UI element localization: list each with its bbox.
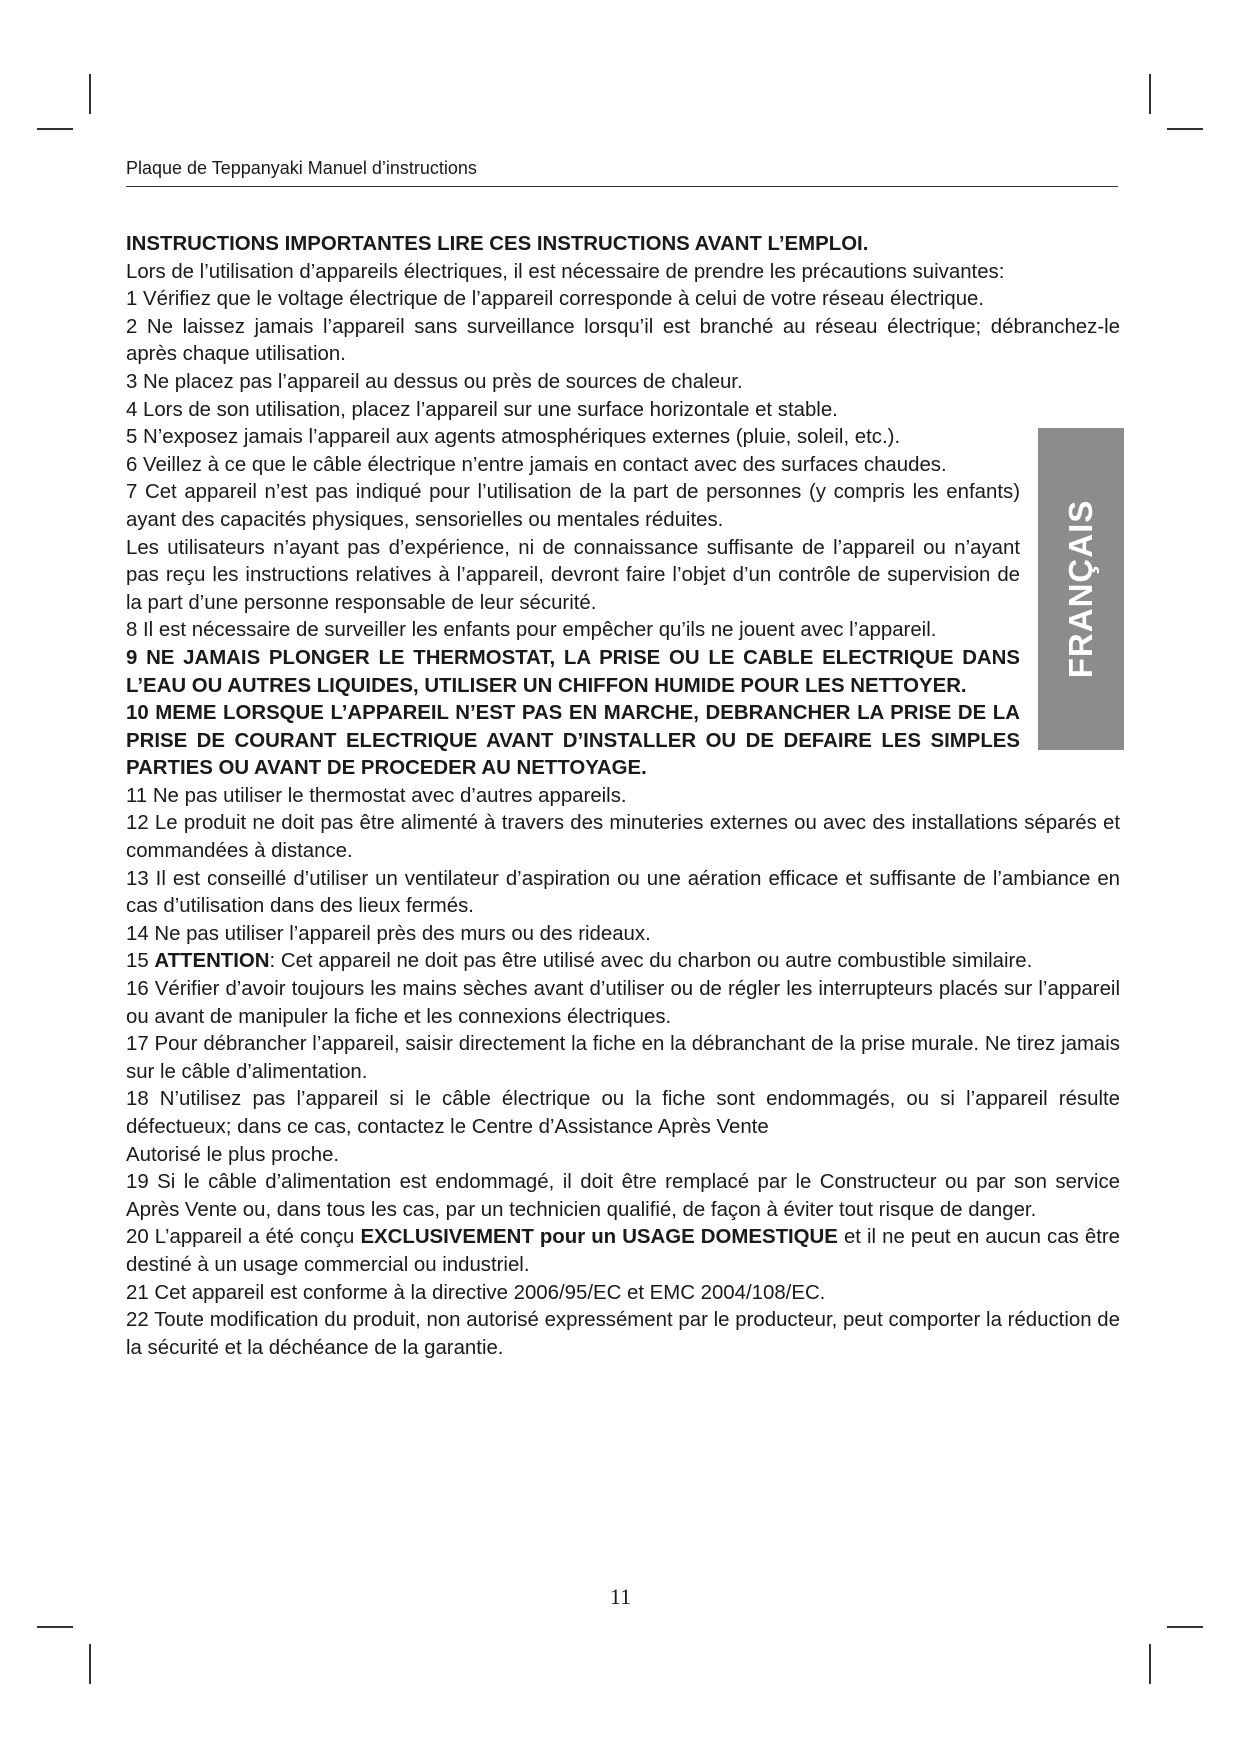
instruction-item-12: 12 Le produit ne doit pas être alimenté à travers des minuteries externes ou avec des installations séparés et commandées à distance. — [126, 812, 1120, 863]
language-label: FRANÇAIS — [1062, 499, 1099, 679]
instruction-item-1: 1 Vérifiez que le voltage électrique de l’appareil corresponde à celui de votre réseau électrique. — [126, 288, 985, 311]
instruction-item-7-supervision: Les utilisateurs n’ayant pas d’expérience, ni de connaissance suffisante de l’appareil ou n’ayant pas reçu les instructions relatives à l’appareil, devront faire l’objet d’un contrôle de supervision de la part d’une personne responsable de leur sécurité. — [126, 536, 1020, 614]
instruction-item-18-continued: Autorisé le plus proche. — [126, 1143, 340, 1166]
item-15-attention: ATTENTION — [154, 950, 270, 973]
instruction-item-16: 16 Vérifier d’avoir toujours les mains sèches avant d’utiliser ou de régler les interrupteurs placés sur l’appareil ou avant de manipuler la fiche et les connexions électriques. — [126, 978, 1120, 1028]
instruction-item-15 — [126, 948, 1120, 976]
item-15-text: : Cet appareil ne doit pas être utilisé avec du charbon ou autre combustible similaire. — [269, 950, 1033, 973]
crop-mark-top-left-horizontal — [37, 128, 73, 130]
instruction-item-19: 19 Si le câble d’alimentation est endommagé, il doit être remplacé par le Constructeur ou par son service Après Vente ou, dans tous les cas, par un technicien qualifié, de façon à éviter tout risque de danger. — [126, 1171, 1120, 1221]
instruction-item-18: 18 N’utilisez pas l’appareil si le câble électrique ou la fiche sont endommagés, ou si l’appareil résulte défectueux; dans ce cas, contactez le Centre d’Assistance Après Vente — [126, 1088, 1120, 1138]
instruction-item-4: 4 Lors de son utilisation, placez l’appareil sur une surface horizontale et stable. — [126, 398, 838, 421]
instruction-item-9: 9 NE JAMAIS PLONGER LE THERMOSTAT, LA PRISE OU LE CABLE ELECTRIQUE DANS L’EAU OU AUTRES LIQUIDES, UTILISER UN CHIFFON HUMIDE POUR LES NETTOYER. — [126, 646, 1020, 697]
instruction-item-10: 10 MEME LORSQUE L’APPAREIL N’EST PAS EN MARCHE, DEBRANCHER LA PRISE DE LA PRISE DE COURANT ELECTRIQUE AVANT D’INSTALLER OU DE DEFAIRE LES SIMPLES PARTIES OU AVANT DE PROCEDER AU NETTOYAGE. — [126, 702, 1020, 780]
instruction-item-7: 7 Cet appareil n’est pas indiqué pour l’utilisation de la part de personnes (y compris les enfants) ayant des capacités physiques, sensorielles ou mentales réduites. — [126, 481, 1020, 531]
instruction-item-3: 3 Ne placez pas l’appareil au dessus ou près de sources de chaleur. — [126, 370, 743, 393]
instruction-item-5: 5 N’exposez jamais l’appareil aux agents atmosphériques externes (pluie, soleil, etc.). — [126, 426, 901, 449]
item-15-number: 15 — [126, 950, 155, 973]
instruction-item-22: 22 Toute modification du produit, non autorisé expressément par le producteur, peut comporter la réduction de la sécurité et la déchéance de la garantie. — [126, 1309, 1120, 1359]
instruction-item-6: 6 Veillez à ce que le câble électrique n’entre jamais en contact avec des surfaces chaudes. — [126, 453, 947, 476]
crop-mark-bottom-right-horizontal — [1167, 1626, 1203, 1628]
crop-mark-bottom-left-vertical — [89, 1644, 91, 1684]
item-20-text-b: et il ne peut en aucun cas être destiné à un usage commercial ou industriel. — [126, 1226, 1120, 1276]
instruction-item-14: 14 Ne pas utiliser l’appareil près des murs ou des rideaux. — [126, 922, 651, 945]
instruction-item-8: 8 Il est nécessaire de surveiller les enfants pour empêcher qu’ils ne jouent avec l’appareil. — [126, 619, 937, 642]
instructions-heading: INSTRUCTIONS IMPORTANTES LIRE CES INSTRUCTIONS AVANT L’EMPLOI. — [126, 233, 869, 255]
instructions-intro: Lors de l’utilisation d’appareils électriques, il est nécessaire de prendre les précautions suivantes: — [126, 260, 1005, 283]
instruction-item-13: 13 Il est conseillé d’utiliser un ventilateur d’aspiration ou une aération efficace et suffisante de l’ambiance en cas d’utilisation dans des lieux fermés. — [126, 867, 1120, 918]
item-20-exclusive: EXCLUSIVEMENT pour un USAGE DOMESTIQUE — [360, 1226, 838, 1249]
instruction-item-20 — [126, 1224, 1120, 1279]
instructions-body — [126, 231, 1120, 1362]
instruction-item-21: 21 Cet appareil est conforme à la directive 2006/95/EC et EMC 2004/108/EC. — [126, 1281, 826, 1304]
header-title: Plaque de Teppanyaki Manuel d’instructions — [126, 158, 477, 178]
crop-mark-top-right-vertical — [1149, 74, 1151, 114]
crop-mark-bottom-left-horizontal — [37, 1626, 73, 1628]
instruction-item-11: 11 Ne pas utiliser le thermostat avec d’autres appareils. — [126, 784, 627, 807]
page-number: 11 — [609, 1584, 632, 1609]
running-header — [126, 158, 1118, 187]
instruction-item-2: 2 Ne laissez jamais l’appareil sans surveillance lorsqu’il est branché au réseau électrique; débranchez-le après chaque utilisation. — [126, 315, 1120, 366]
item-20-text-a: 20 L’appareil a été conçu — [126, 1226, 361, 1249]
crop-mark-top-left-vertical — [89, 74, 91, 114]
crop-mark-bottom-right-vertical — [1149, 1644, 1151, 1684]
crop-mark-top-right-horizontal — [1167, 128, 1203, 130]
instruction-item-17: 17 Pour débrancher l’appareil, saisir directement la fiche en la débranchant de la prise murale. Ne tirez jamais sur le câble d’alimentation. — [126, 1033, 1120, 1083]
